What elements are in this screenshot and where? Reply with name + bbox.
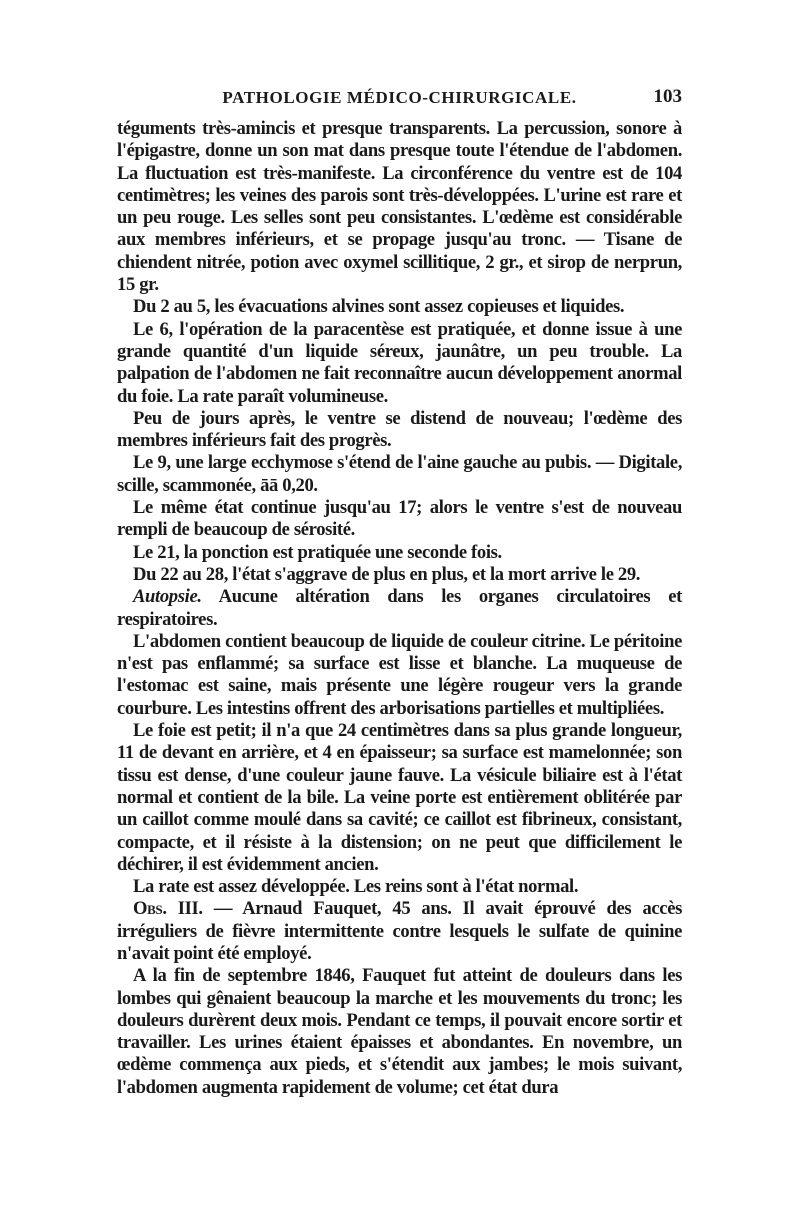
page-number: 103 xyxy=(653,86,682,107)
paragraph xyxy=(117,965,682,1099)
paragraph xyxy=(117,497,682,542)
paragraph xyxy=(117,408,682,453)
paragraph xyxy=(117,720,682,876)
paragraph xyxy=(117,876,682,898)
paragraph-text: A la fin de septembre 1846, Fauquet fut atteint de douleurs dans les lombes qui gênaient beaucoup la marche et les mouvements du tronc; les douleurs durèrent deux mois. Pendant ce temps, il pouvait encore sortir et travailler. Les urines étaient épaisses et abondantes. En novembre, un œdème commença aux pieds, et s'étendit aux jambes; le mois suivant, l'abdomen augmenta rapidement de volume; cet état dura xyxy=(117,965,682,1098)
autopsie-lead: Autopsie. xyxy=(133,586,202,608)
paragraph-text: Le 21, la ponction est pratiquée une seconde fois. xyxy=(133,541,502,563)
observation-lead: Obs. III. xyxy=(133,898,203,920)
running-head xyxy=(117,88,682,114)
paragraph-text: Du 2 au 5, les évacuations alvines sont assez copieuses et liquides. xyxy=(133,296,625,318)
paragraph xyxy=(117,452,682,497)
body-text xyxy=(117,118,682,1099)
paragraph-text: Le foie est petit; il n'a que 24 centimètres dans sa plus grande longueur, 11 de devant en arrière, et 4 en épaisseur; sa surface est mamelonnée; son tissu est dense, d'une couleur jaune fauve. La vésicule biliaire est à l'état normal et contient de la bile. La veine porte est entièrement oblitérée par un caillot comme moulé dans sa cavité; ce caillot est fibrineux, consistant, compacte, et il résiste à la distension; on ne peut que difficilement le déchirer, il est évidemment ancien. xyxy=(117,720,682,875)
paragraph-text: Le 9, une large ecchymose s'étend de l'aine gauche au pubis. — Digitale, scille, scammonée, āā 0,20. xyxy=(117,452,682,496)
paragraph-text: Peu de jours après, le ventre se distend de nouveau; l'œdème des membres inférieurs fait des progrès. xyxy=(117,407,682,452)
paragraph-autopsie xyxy=(117,586,682,631)
paragraph-text: téguments très-amincis et presque transparents. La percussion, sonore à l'épigastre, donne un son mat dans presque toute l'étendue de l'abdomen. La fluctuation est très-manifeste. La circonférence du ventre est de 104 centimètres; les veines des parois sont très-développées. L'urine est rare et un peu rouge. Les selles sont peu consistantes. L'œdème est considérable aux membres inférieurs, et se propage jusqu'au tronc. — Tisane de chiendent nitrée, potion avec oxymel scillitique, 2 gr., et sirop de nerprun, 15 gr. xyxy=(117,118,682,296)
paragraph-text: — Arnaud Fauquet, 45 ans. Il avait éprouvé des accès irréguliers de fièvre intermittente contre lesquels le sulfate de quinine n'avait point été employé. xyxy=(117,898,683,964)
paragraph xyxy=(117,542,682,564)
paragraph xyxy=(117,564,682,586)
paragraph xyxy=(117,296,682,318)
paragraph-continued xyxy=(117,118,682,296)
paragraph-text: Le même état continue jusqu'au 17; alors le ventre s'est de nouveau rempli de beaucoup de sérosité. xyxy=(117,497,682,541)
paragraph xyxy=(117,631,682,720)
paragraph-text: Aucune altération dans les organes circulatoires et respiratoires. xyxy=(117,586,682,630)
paragraph-text: La rate est assez développée. Les reins sont à l'état normal. xyxy=(133,876,579,898)
paragraph xyxy=(117,319,682,408)
paragraph-observation xyxy=(117,898,682,965)
paragraph-text: L'abdomen contient beaucoup de liquide de couleur citrine. Le péritoine n'est pas enflammé; sa surface est lisse et blanche. La muqueuse de l'estomac est saine, mais présente une légère rougeur vers la grande courbure. Les intestins offrent des arborisations partielles et multipliées. xyxy=(117,630,682,719)
paragraph-text: Le 6, l'opération de la paracentèse est pratiquée, et donne issue à une grande quantité d'un liquide séreux, jaunâtre, un peu trouble. La palpation de l'abdomen ne fait reconnaître aucun développement anormal du foie. La rate paraît volumineuse. xyxy=(117,318,682,407)
paragraph-text: Du 22 au 28, l'état s'aggrave de plus en plus, et la mort arrive le 29. xyxy=(133,563,641,585)
running-title: PATHOLOGIE MÉDICO-CHIRURGICALE. xyxy=(222,88,577,107)
